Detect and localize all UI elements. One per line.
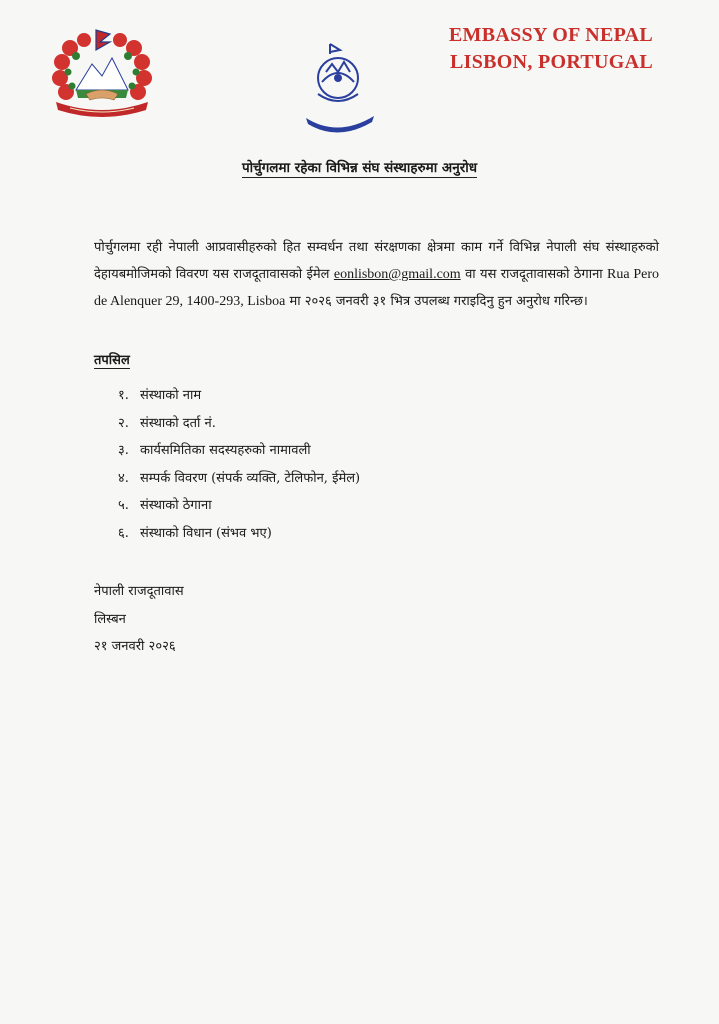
list-item-text: संस्थाको विधान (संभव भए) — [140, 525, 272, 541]
list-item-number: ५. — [118, 498, 129, 513]
list-item — [118, 520, 360, 548]
list-item — [118, 492, 360, 520]
signature-block — [94, 578, 184, 661]
list-item-text: संस्थाको दर्ता नं. — [140, 415, 216, 431]
signature-city: लिस्बन — [94, 611, 126, 627]
list-heading-text: तपसिल — [94, 353, 130, 368]
list-item-text: संस्थाको नाम — [140, 388, 202, 403]
document-title-text: पोर्चुगलमा रहेका विभिन्न संघ संस्थाहरुमा अनुरोध — [241, 160, 478, 176]
requirements-list — [118, 382, 360, 547]
nepal-emblem-icon — [48, 28, 156, 118]
list-item — [118, 465, 360, 493]
email-link[interactable]: eonlisbon@gmail.com — [333, 267, 461, 282]
list-item-number: २. — [118, 415, 129, 431]
embassy-seal-icon — [292, 42, 388, 146]
body-part-1: पोर्चुगलमा रही नेपाली आप्रवासीहरुको हित सम्वर्धन तथा संरक्षणका क्षेत्रमा काम गर्ने विभिन्न नेपाली संघ संस्थाहरुको देहायबमोजिमको विवरण यस राजदूतावासको ईमेल — [94, 240, 659, 282]
body-paragraph — [94, 234, 659, 315]
list-item-number: ६. — [118, 525, 129, 541]
embassy-line-1: EMBASSY OF NEPAL — [448, 24, 653, 46]
body-part-2: वा यस राजदूतावासको ठेगाना — [465, 267, 603, 282]
embassy-line-2: LISBON, PORTUGAL — [449, 51, 653, 73]
list-item — [118, 410, 360, 438]
embassy-name — [449, 22, 653, 76]
list-item-text: सम्पर्क विवरण (संपर्क व्यक्ति, टेलिफोन, ईमेल) — [140, 470, 361, 486]
list-item-number: ४. — [118, 470, 129, 486]
list-item-text: कार्यसमितिका सदस्यहरुको नामावली — [140, 443, 311, 458]
body-part-3: मा २०२६ जनवरी ३१ भित्र उपलब्ध गराइदिनु हुन अनुरोध गरिन्छ। — [289, 294, 588, 309]
list-heading — [94, 350, 130, 368]
list-item-number: ३. — [118, 443, 129, 458]
list-item — [118, 382, 360, 410]
signature-org: नेपाली राजदूतावास — [94, 584, 184, 599]
list-item-number: १. — [118, 388, 129, 403]
signature-date: २१ जनवरी २०२६ — [94, 639, 176, 654]
document-title — [0, 158, 719, 176]
list-item-text: संस्थाको ठेगाना — [140, 498, 212, 513]
address-text: Rua Pero de Alenquer 29, 1400-293, Lisboa — [94, 267, 659, 309]
list-item — [118, 437, 360, 465]
